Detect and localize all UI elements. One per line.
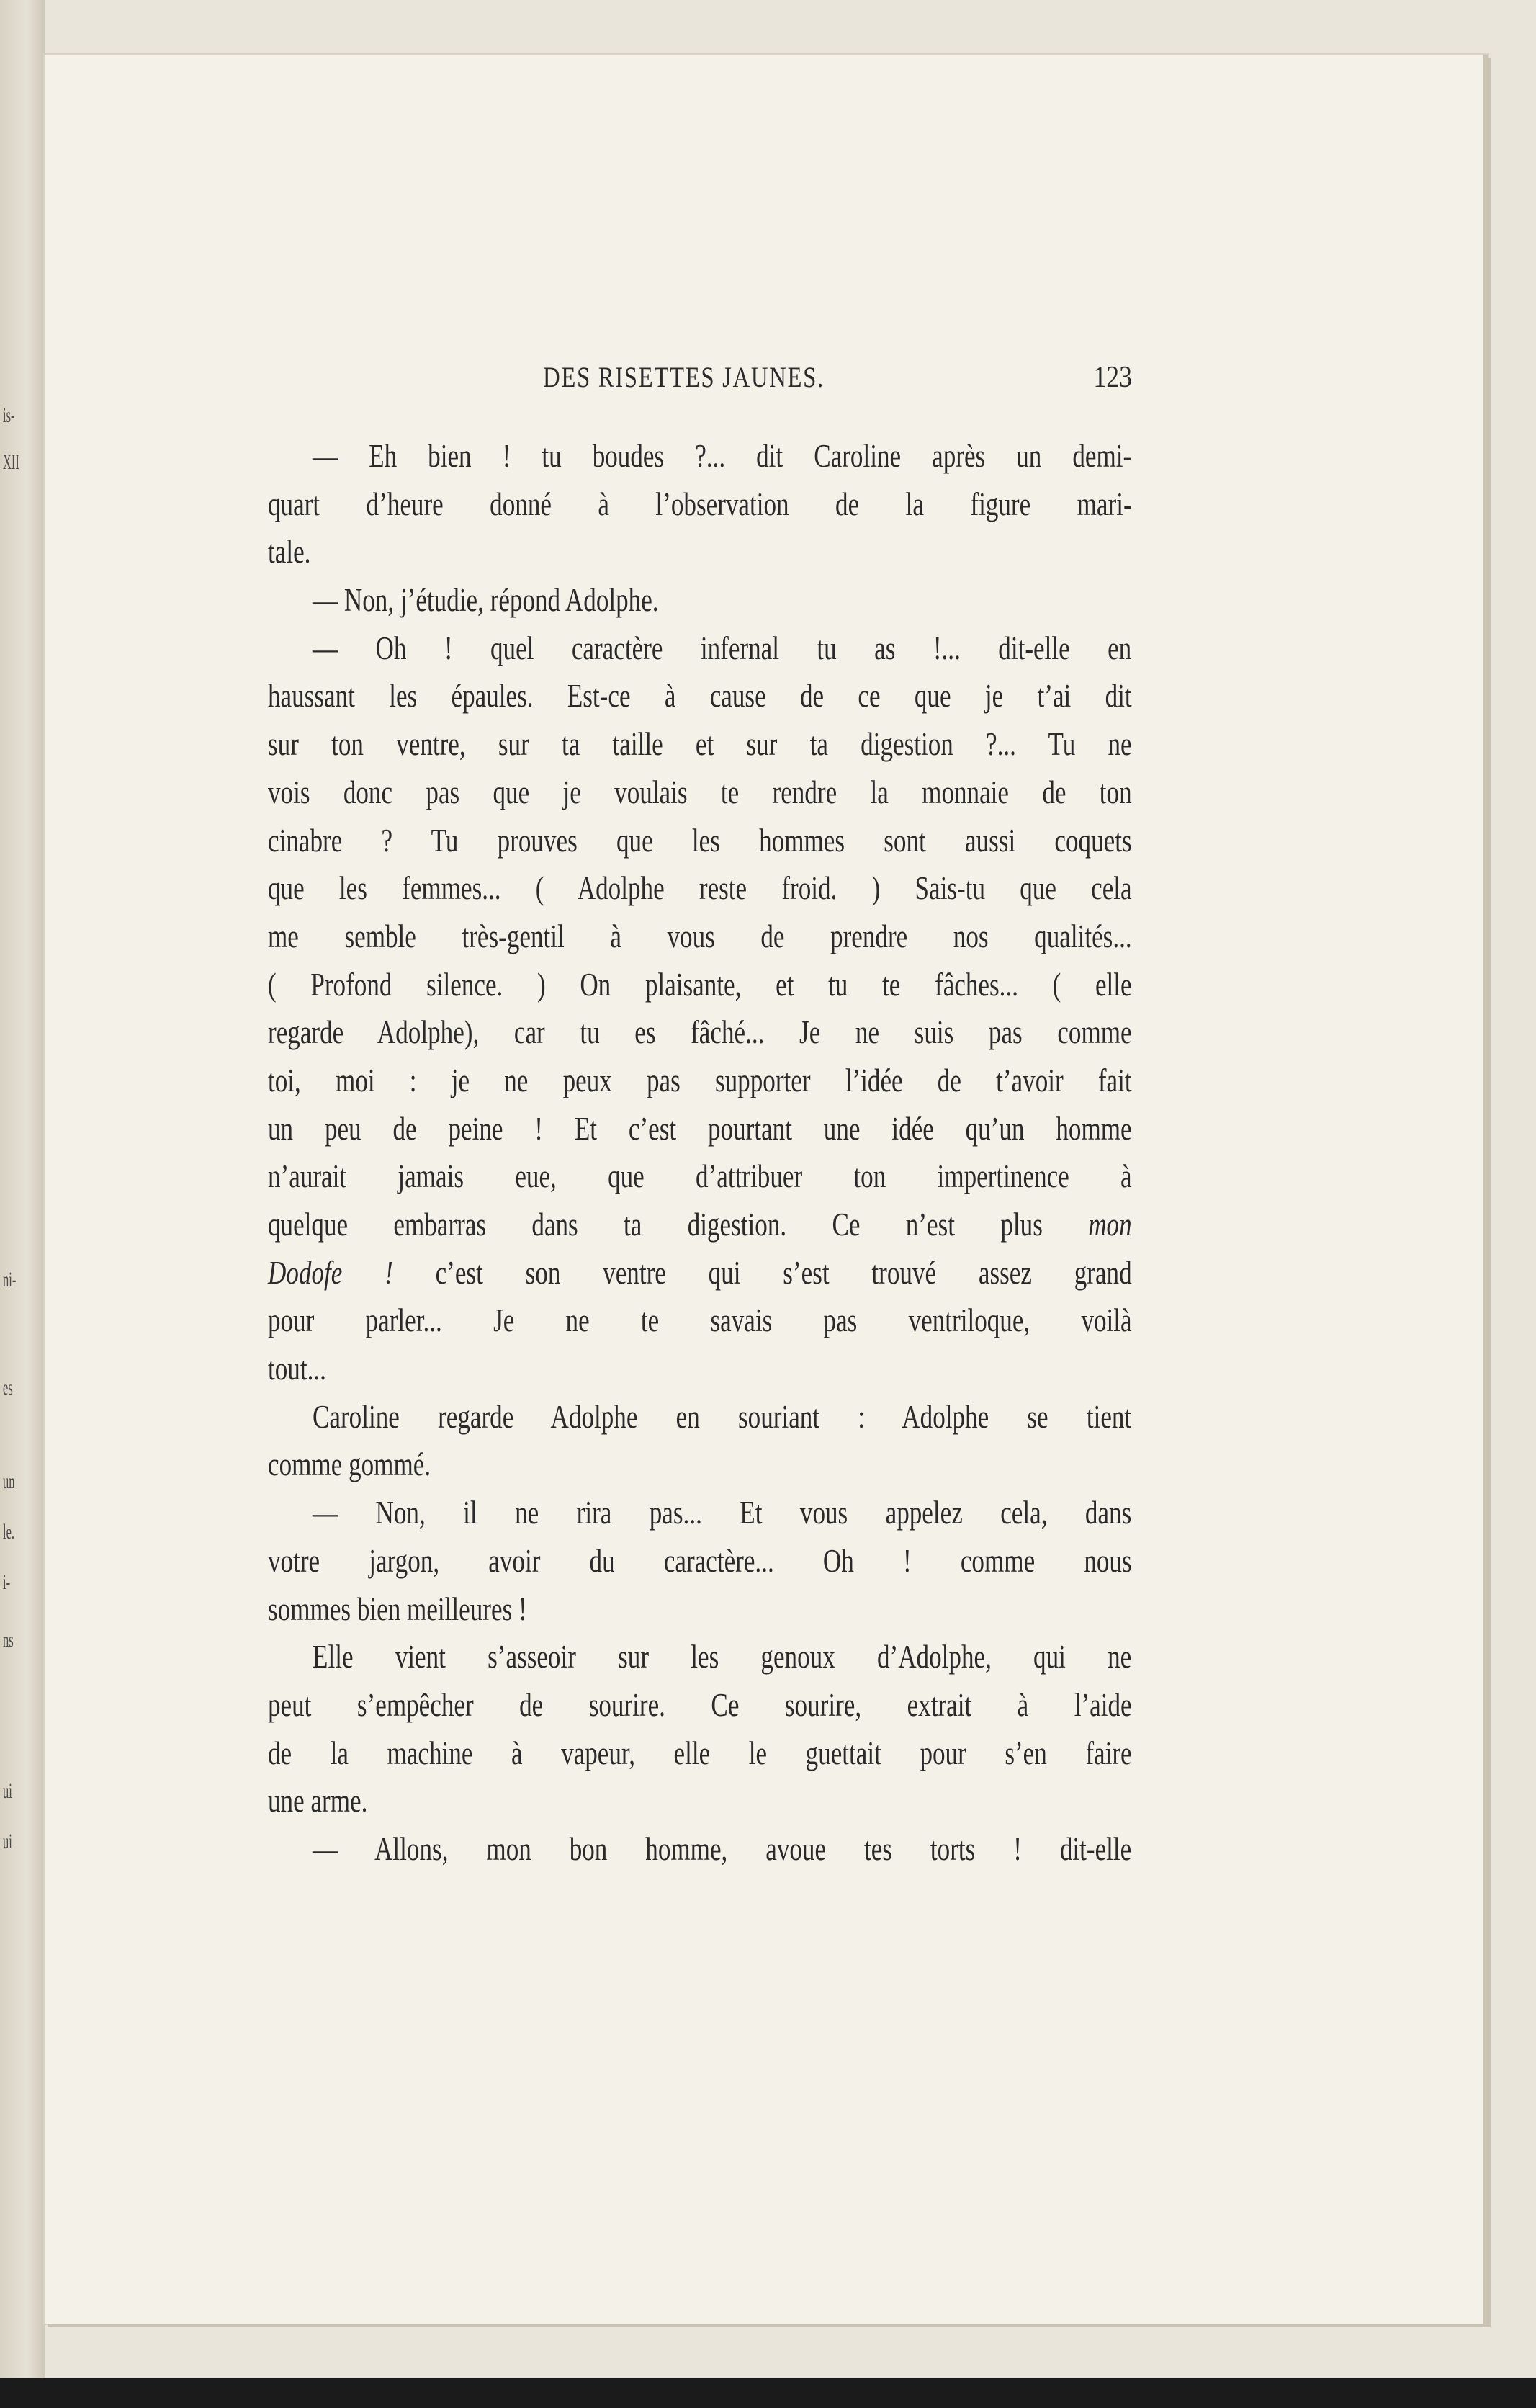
italic-text: Dodofe ! bbox=[268, 1254, 393, 1291]
text-line-content: une arme. bbox=[268, 1783, 368, 1820]
running-title: DES RISETTES JAUNES. bbox=[543, 361, 825, 393]
text-line-content: haussant les épaules. Est-ce à cause de ce que je t’ai dit bbox=[268, 678, 1132, 715]
text-line-content bbox=[268, 1201, 1132, 1249]
text-line-content: — Non, j’étudie, répond Adolphe. bbox=[313, 582, 659, 619]
text-line bbox=[268, 576, 1132, 625]
body-text bbox=[268, 432, 1132, 1874]
text-line bbox=[268, 1201, 1132, 1249]
text-line bbox=[268, 1585, 1132, 1634]
text-line-content: sur ton ventre, sur ta taille et sur ta digestion ?... Tu ne bbox=[268, 726, 1132, 763]
text-line-content: de la machine à vapeur, elle le guettait pour s’en faire bbox=[268, 1735, 1132, 1771]
text-line bbox=[268, 625, 1132, 673]
text-line-content: vois donc pas que je voulais te rendre la monnaie de ton bbox=[268, 774, 1132, 810]
margin-fragment: es bbox=[3, 1376, 13, 1400]
text-line bbox=[268, 913, 1132, 961]
text-line-content: toi, moi : je ne peux pas supporter l’idée de t’avoir fait bbox=[268, 1062, 1132, 1098]
text-line bbox=[268, 1057, 1132, 1105]
text-line-content: — Non, il ne rira pas... Et vous appelez cela, dans bbox=[313, 1495, 1132, 1531]
scan-bottom-bar bbox=[0, 2378, 1536, 2408]
text-line bbox=[268, 1441, 1132, 1489]
text-line bbox=[268, 720, 1132, 769]
margin-fragment: un bbox=[3, 1469, 15, 1493]
text-line-content: tout... bbox=[268, 1351, 326, 1387]
text-line bbox=[268, 1345, 1132, 1393]
text-line-content: quart d’heure donné à l’observation de la figure mari- bbox=[268, 485, 1132, 522]
text-line-content: regarde Adolphe), car tu es fâché... Je ne suis pas comme bbox=[268, 1014, 1132, 1051]
text-line bbox=[268, 864, 1132, 913]
text-line-content: ( Profond silence. ) On plaisante, et tu te fâches... ( elle bbox=[268, 966, 1132, 1003]
margin-fragment: ui bbox=[3, 1779, 12, 1803]
text-line bbox=[268, 1777, 1132, 1825]
text-line bbox=[268, 1008, 1132, 1057]
margin-fragment: le. bbox=[3, 1520, 15, 1544]
margin-fragment: ui bbox=[3, 1830, 12, 1853]
text-line-content: — Eh bien ! tu boudes ?... dit Caroline après un demi- bbox=[313, 438, 1132, 474]
text-line bbox=[268, 1249, 1132, 1297]
text-line-content: n’aurait jamais eue, que d’attribuer ton impertinence à bbox=[268, 1158, 1132, 1195]
text-line bbox=[268, 672, 1132, 720]
text-line-content: que les femmes... ( Adolphe reste froid. ) Sais-tu que cela bbox=[268, 870, 1132, 907]
text-line bbox=[268, 528, 1132, 576]
text-line-content: comme gommé. bbox=[268, 1446, 431, 1483]
text-line-content: tale. bbox=[268, 534, 311, 570]
text-line bbox=[268, 961, 1132, 1009]
text-line-content bbox=[268, 1249, 1132, 1297]
text-line bbox=[268, 1489, 1132, 1537]
margin-fragment: is- bbox=[3, 403, 15, 427]
text-line bbox=[268, 1825, 1132, 1874]
text-line bbox=[268, 817, 1132, 865]
text-line bbox=[268, 1633, 1132, 1681]
text-line-content: pour parler... Je ne te savais pas ventriloque, voilà bbox=[268, 1302, 1132, 1339]
text-line-content: Elle vient s’asseoir sur les genoux d’Adolphe, qui ne bbox=[313, 1639, 1132, 1675]
page-number: 123 bbox=[1093, 361, 1132, 394]
text-line-content: un peu de peine ! Et c’est pourtant une idée qu’un homme bbox=[268, 1110, 1132, 1147]
text-line bbox=[268, 1537, 1132, 1585]
text-line-content: sommes bien meilleures ! bbox=[268, 1590, 527, 1627]
italic-text: mon bbox=[1088, 1207, 1132, 1243]
text-line bbox=[268, 1393, 1132, 1441]
text-line bbox=[268, 1729, 1132, 1778]
text-run: c’est son ventre qui s’est trouvé assez grand bbox=[392, 1254, 1132, 1291]
text-line bbox=[268, 769, 1132, 817]
page-header bbox=[268, 360, 1132, 403]
text-line bbox=[268, 1105, 1132, 1153]
text-line-content: Caroline regarde Adolphe en souriant : Adolphe se tient bbox=[313, 1398, 1132, 1435]
text-line-content: — Oh ! quel caractère infernal tu as !... dit-elle en bbox=[313, 630, 1132, 666]
margin-fragment: XII bbox=[3, 450, 19, 474]
text-line-content: — Allons, mon bon homme, avoue tes torts ! dit-elle bbox=[313, 1830, 1132, 1867]
text-line-content: cinabre ? Tu prouves que les hommes sont aussi coquets bbox=[268, 822, 1132, 859]
margin-fragment: i- bbox=[3, 1570, 11, 1594]
text-line bbox=[268, 432, 1132, 480]
text-line-content: me semble très-gentil à vous de prendre nos qualités... bbox=[268, 918, 1132, 954]
text-run: quelque embarras dans ta digestion. Ce n’est plus bbox=[268, 1207, 1089, 1243]
text-line-content: votre jargon, avoir du caractère... Oh ! comme nous bbox=[268, 1542, 1132, 1579]
text-line bbox=[268, 1681, 1132, 1729]
text-line bbox=[268, 1297, 1132, 1345]
text-line bbox=[268, 480, 1132, 529]
text-line-content: peut s’empêcher de sourire. Ce sourire, extrait à l’aide bbox=[268, 1686, 1132, 1723]
margin-fragment: ns bbox=[3, 1628, 14, 1652]
previous-page-edge bbox=[0, 0, 45, 2408]
text-line bbox=[268, 1152, 1132, 1201]
margin-fragment: ni- bbox=[3, 1268, 17, 1292]
